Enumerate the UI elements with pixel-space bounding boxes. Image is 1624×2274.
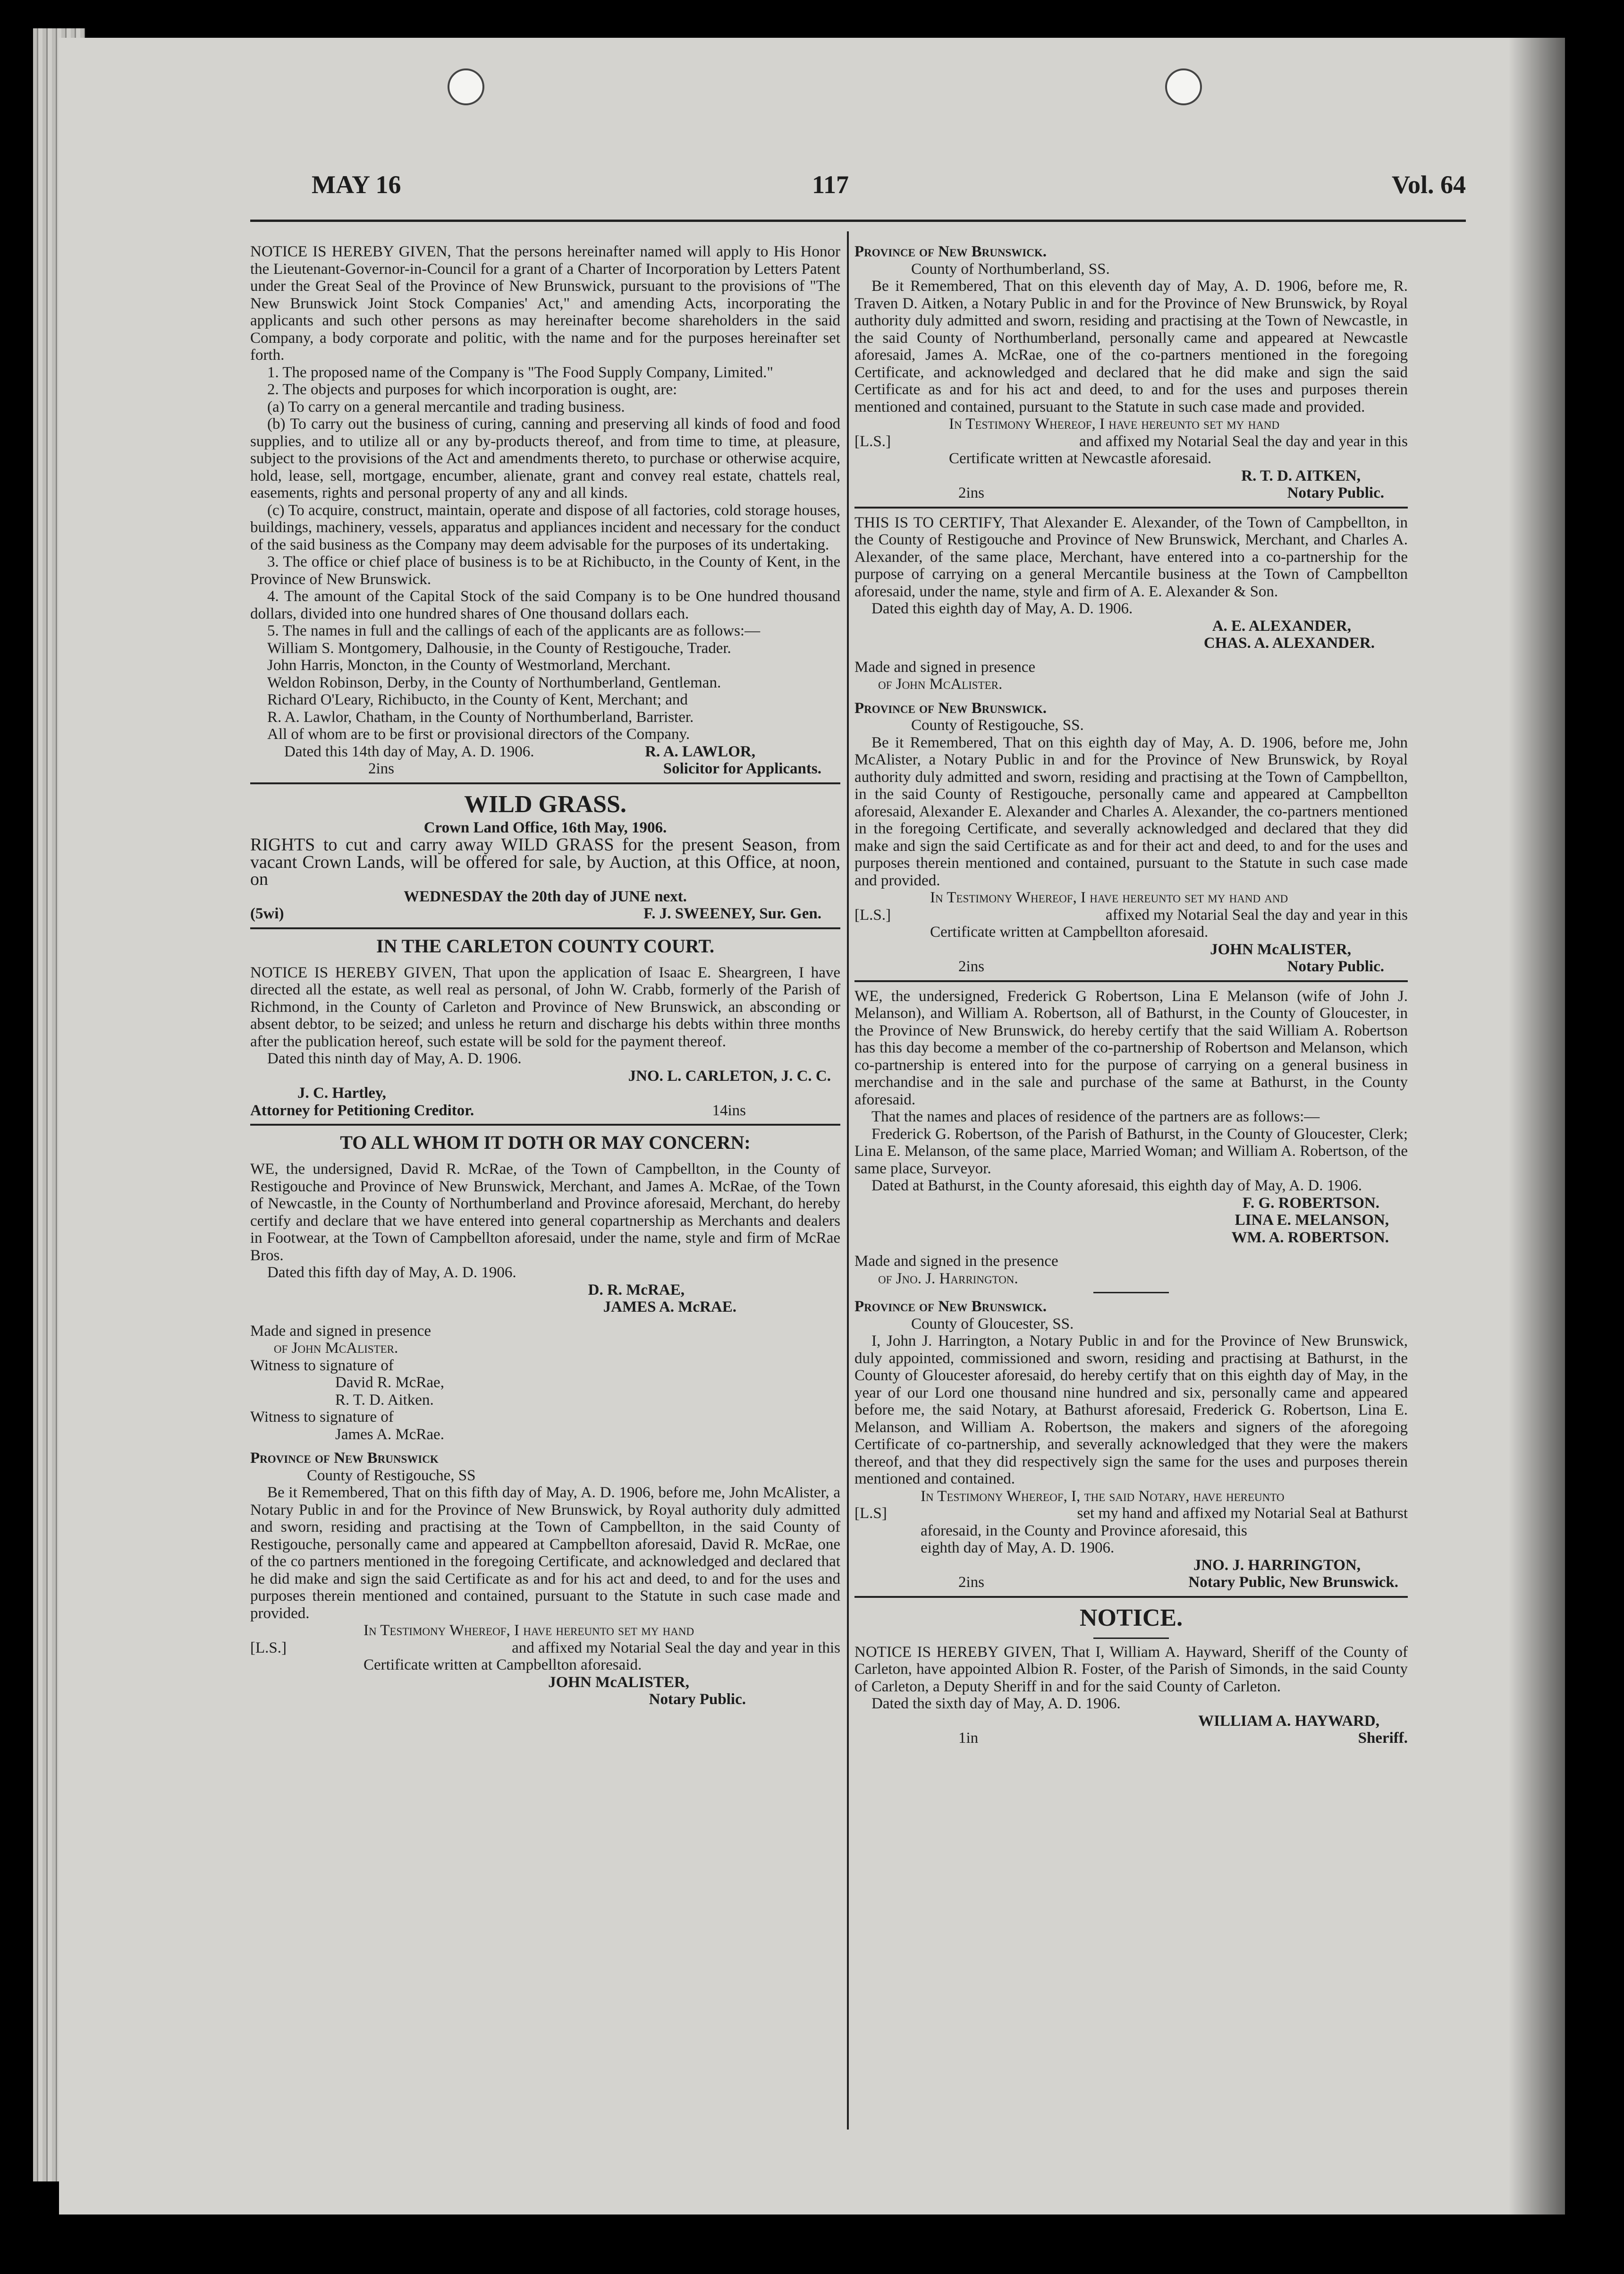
punch-hole [1165,68,1202,105]
notice-text: 1. The proposed name of the Company is "The Food Supply Company, Limited." [267,364,773,381]
signature: WM. A. ROBERTSON. [1231,1229,1389,1246]
witness-line: R. T. D. Aitken. [335,1391,434,1409]
dated-line: Dated this 14th day of May, A. D. 1906. [284,743,534,760]
signature: WILLIAM A. HAYWARD, [1198,1712,1379,1730]
notice-text: 4. The amount of the Capital Stock of the said Company is to be One hundred thousand dollars, divided into one hundred shares of One thousand dollars each. [250,588,840,622]
dated-line: Dated at Bathurst, in the County aforesaid, this eighth day of May, A. D. 1906. [871,1177,1362,1194]
seal-mark: [L.S] [854,1505,887,1522]
witness-line: of John McAlister. [878,676,1003,693]
wild-grass-notice [250,790,840,923]
applicant: Richard O'Leary, Richibucto, in the County of Kent, Merchant; and [267,691,688,708]
signer-role: Notary Public. [1287,958,1384,975]
notice-text: NOTICE IS HEREBY GIVEN, That I, William A. Hayward, Sheriff of the County of Carleton, have appointed Albion R. Foster, of the Parish of Simonds, in the said County of Carleton, a Deputy Sheriff in and for the said County of Carleton. [854,1643,1408,1695]
testimony-line: eighth day of May, A. D. 1906. [921,1539,1115,1556]
witness-line: Witness to signature of [250,1357,394,1374]
insertion-count: 2ins [958,484,985,501]
dated-line: Dated the sixth day of May, A. D. 1906. [871,1695,1121,1712]
issue-date: MAY 16 [312,170,401,199]
witness-line: Made and signed in presence [854,658,1036,676]
notice-title: NOTICE. [1079,1604,1183,1631]
notice-text: (a) To carry on a general mercantile and trading business. [267,398,625,416]
auction-date: WEDNESDAY the 20th day of JUNE next. [404,888,687,905]
applicant: John Harris, Moncton, in the County of Westmorland, Merchant. [267,657,671,674]
testimony-line: and affixed my Notarial Seal the day and year in this [1079,433,1408,450]
page-number: 117 [812,170,849,199]
column-divider [847,231,849,2130]
notice-text: 5. The names in full and the callings of each of the applicants are as follows:— [267,622,761,639]
notice-text: 2. The objects and purposes for which incorporation is ought, are: [267,381,677,398]
section-rule [250,1124,840,1126]
page-shadow [1508,38,1565,2215]
seal-mark: [L.S.] [250,1639,287,1656]
signer-role: Sheriff. [1358,1730,1408,1747]
notice-text: (c) To acquire, construct, maintain, operate and dispose of all factories, cold storage houses, buildings, machinery, vessels, apparatus and appliances incident and necessary for the conduct of the said business as the Company may deem advisable for the purposes of its undertaking. [250,501,840,553]
witness-line: of John McAlister. [274,1340,398,1357]
county-heading: County of Northumberland, SS. [911,260,1110,278]
witness-line: Witness to signature of [250,1409,394,1425]
section-rule [854,980,1408,982]
province-heading: Province of New Brunswick [250,1450,439,1467]
applicant: R. A. Lawlor, Chatham, in the County of Northumberland, Barrister. [267,708,694,726]
testimony-line: In Testimony Whereof, I have hereunto set my hand and [930,889,1288,906]
attorney-role: Attorney for Petitioning Creditor. [250,1102,474,1119]
volume-number: Vol. 64 [1391,170,1466,199]
mcrae-partnership-notice [250,1131,840,1708]
signature: JNO. L. CARLETON, J. C. C. [628,1067,831,1085]
notice-text: NOTICE IS HEREBY GIVEN, That upon the application of Isaac E. Sheargreen, I have directed all the estate, as well real as personal, of John W. Crabb, formerly of the Parish of Richmond, in the County of Carleton and Province of New Brunswick, an absconding or absent debtor, to be seized; and unless he return and discharge his debts within three months after the publication hereof, such estate will be sold for the payment thereof. [250,964,840,1050]
signature: LINA E. MELANSON, [1235,1212,1389,1229]
section-rule [250,782,840,784]
notice-text: (b) To carry out the business of curing, canning and preserving all kinds of food and food supplies, and to utilize all or any by-products thereof, and from time to time, at pleasure, subject to the provisions of the Act and amendments thereto, to purchase or otherwise acquire, hold, lease, sell, mortgage, encumber, alienate, grant and convey real estate, chattels real, easements, rights and personal property of any and all kinds. [250,416,840,501]
aitken-acknowledgement [854,243,1408,502]
testimony-line: In Testimony Whereof, I have hereunto set my hand [364,1622,694,1639]
county-heading: County of Gloucester, SS. [911,1315,1074,1332]
province-heading: Province of New Brunswick. [854,243,1047,260]
witness-line: Made and signed in the presence [854,1253,1058,1270]
testimony-line: In Testimony Whereof, I, the said Notary, have hereunto [921,1487,1285,1505]
seal-mark: [L.S.] [854,906,891,924]
section-rule [854,507,1408,509]
notice-text: That the names and places of residence of the partners are as follows:— [871,1108,1320,1125]
right-column [854,243,1408,1747]
signature: JAMES A. McRAE. [603,1298,736,1315]
notice-text: RIGHTS to cut and carry away WILD GRASS for the present Season, from vacant Crown Lands, will be offered for sale, by Auction, at this Office, at noon, on [250,835,840,889]
seal-mark: [L.S.] [854,433,891,450]
insertion-count: 14ins [712,1102,746,1119]
county-heading: County of Restigouche, SS [307,1467,476,1484]
insertion-count: (5wi) [250,905,284,922]
notice-text: NOTICE IS HEREBY GIVEN, That the persons hereinafter named will apply to His Honor the Lieutenant-Governor-in-Council for a grant of a Charter of Incorporation by Letters Patent under the Great Seal of the Province of New Brunswick, pursuant to the provisions of "The New Brunswick Joint Stock Companies' Act," and amending Acts, incorporating the applicants and such other persons as may hereinafter become shareholders in the said Company, a body corporate and politic, with the name and for the purposes hereinafter set forth. [250,243,840,364]
county-heading: County of Restigouche, SS. [911,717,1084,734]
notice-text: Be it Remembered, That on this eleventh day of May, A. D. 1906, before me, R. Traven D. Aitken, a Notary Public in and for the Province of New Brunswick, by Royal authority duly admitted and sworn, residing and practising at the Town of Newcastle, in the said County of Northumberland, personally came and appeared at Newcastle aforesaid, James A. McRae, one of the co-partners mentioned in the foregoing Certificate, and acknowledged and declared that he did make and sign the said Certificate as and for his act and deed, to and for the uses and purposes therein mentioned and contained, pursuant to the Statute in such case made and provided. [854,278,1408,416]
witness-line: Made and signed in presence [250,1322,431,1340]
dated-line: Dated this ninth day of May, A. D. 1906. [267,1050,522,1067]
insertion-count: 1in [958,1730,979,1747]
notice-text: WE, the undersigned, David R. McRae, of the Town of Campbellton, in the County of Restigouche and Province of New Brunswick, Merchant, and James A. McRae, of the Town of Newcastle, in the County of Northumberland and Province aforesaid, Merchant, do hereby certify and declare that we have entered into general copartnership as Merchants and dealers in Footwear, at the Town of Campbellton aforesaid, under the name, style and firm of McRae Bros. [250,1161,840,1264]
notice-title: WILD GRASS. [464,790,626,818]
signature: F. J. SWEENEY, Sur. Gen. [643,905,821,922]
short-rule [1093,1292,1169,1293]
dated-line: Dated this eighth day of May, A. D. 1906. [871,600,1133,617]
notice-text: Frederick G. Robertson, of the Parish of Bathurst, in the County of Gloucester, Clerk; Lina E. Melanson, of the same place, Married Woman; and William A. Robertson, of the same place, Surveyor. [854,1125,1408,1177]
notice-title: IN THE CARLETON COUNTY COURT. [376,935,715,957]
signature: JOHN McALISTER, [1210,941,1351,958]
left-column [250,243,840,1708]
signature: JNO. J. HARRINGTON, [1193,1556,1361,1574]
county-court-notice [250,935,840,1120]
notice-text: THIS IS TO CERTIFY, That Alexander E. Alexander, of the Town of Campbellton, in the County of Restigouche and Province of New Brunswick, Merchant, and Charles A. Alexander, of the same place, Merchant, have entered into a co-partnership for the purpose of carrying on a general Mercantile business at the Town of Campbellton aforesaid, under the name, style and firm of A. E. Alexander & Son. [854,514,1408,600]
punch-hole [448,68,484,105]
notice-text: I, John J. Harrington, a Notary Public in and for the Province of New Brunswick, duly appointed, commissioned and sworn, residing and practising at Bathurst, in the County of Gloucester aforesaid, do hereby certify that on this eighth day of May, in the year of our Lord one thousand nine hundred and six, personally came and appeared before me, the said Notary, at Bathurst aforesaid, Frederick G. Robertson, Lina E. Melanson, and William A. Robertson, the makers and signers of the aforegoing Certificate of co-partnership, and severally acknowledged that they were the makers thereof, and that they did respectively sign the same for the uses and purposes therein mentioned and contained. [854,1332,1408,1487]
testimony-line: affixed my Notarial Seal the day and year in this [1106,906,1408,924]
signature: R. A. LAWLOR, [645,743,755,760]
witness-line: James A. McRae. [335,1425,444,1443]
food-supply-notice [250,243,840,778]
notice-text: WE, the undersigned, Frederick G Robertson, Lina E Melanson (wife of John J. Melanson), and William A. Robertson, all of Bathurst, in the County of Gloucester, in the Province of New Brunswick, do hereby certify that the said William A. Robertson has this day become a member of the co-partnership of Robertson and Melanson, which co-partnership is entered into for the purpose of carrying on a general business in merchandise and in the sale and purchase of the same at Bathurst, in the County aforesaid. [854,987,1408,1108]
testimony-line: and affixed my Notarial Seal the day and year in this [512,1639,840,1656]
attorney-name: J. C. Hartley, [297,1085,386,1102]
signature: F. G. ROBERTSON. [1242,1194,1379,1212]
notice-text: All of whom are to be first or provisional directors of the Company. [267,726,690,743]
short-rule [1093,1638,1169,1639]
robertson-partnership-notice [854,988,1408,1591]
notice-title: TO ALL WHOM IT DOTH OR MAY CONCERN: [340,1132,751,1153]
province-heading: Province of New Brunswick. [854,699,1047,717]
signature: JOHN McALISTER, [548,1673,689,1691]
signer-role: Notary Public, New Brunswick. [1188,1574,1398,1591]
testimony-line: Certificate written at Campbellton aforesaid. [364,1656,642,1673]
province-heading: Province of New Brunswick. [854,1298,1047,1315]
insertion-count: 2ins [368,760,395,777]
office-line: Crown Land Office, 16th May, 1906. [423,819,667,836]
hayward-notice [854,1604,1408,1747]
signature: CHAS. A. ALEXANDER. [1203,635,1375,652]
section-rule [250,927,840,929]
alexander-partnership-notice [854,514,1408,976]
testimony-line: set my hand and affixed my Notarial Seal at Bathurst [1077,1505,1408,1522]
signer-role: Solicitor for Applicants. [663,760,821,777]
testimony-line: Certificate written at Newcastle aforesaid. [949,450,1212,467]
witness-line: David R. McRae, [335,1374,444,1391]
signature: R. T. D. AITKEN, [1241,467,1361,484]
applicant: William S. Montgomery, Dalhousie, in the County of Restigouche, Trader. [267,639,731,657]
signer-role: Notary Public. [649,1691,746,1708]
page-header [250,142,1466,222]
notice-text: 3. The office or chief place of business is to be at Richibucto, in the County of Kent, in the Province of New Brunswick. [250,553,840,588]
notice-text: Be it Remembered, That on this eighth day of May, A. D. 1906, before me, John McAlister, a Notary Public in and for the Province of New Brunswick, by Royal authority duly admitted and sworn, residing and practising at the Town of Campbellton, in the said County of Restigouche, personally came and appeared at Campbellton aforesaid, Alexander E. Alexander and Charles A. Alexander, the co-partners mentioned in the foregoing Certificate, and severally acknowledged and declared that they did make and sign the said Certificate as and for their act and deed, to and for the uses and purposes therein mentioned and contained, pursuant to the Statute in such case made and provided. [854,734,1408,889]
dated-line: Dated this fifth day of May, A. D. 1906. [267,1264,516,1281]
section-rule [854,1596,1408,1598]
signature: A. E. ALEXANDER, [1212,617,1351,635]
signer-role: Notary Public. [1287,484,1384,501]
testimony-line: Certificate written at Campbellton aforesaid. [930,924,1209,941]
witness-line: of Jno. J. Harrington. [878,1270,1018,1287]
insertion-count: 2ins [958,1574,985,1591]
insertion-count: 2ins [958,958,985,975]
notice-text: Be it Remembered, That on this fifth day of May, A. D. 1906, before me, John McAlister, a Notary Public in and for the Province of New Brunswick, by Royal authority duly admitted and sworn, residing and practising at the Town of Campbellton, in the said County of Restigouche, personally came and appeared at Campbellton aforesaid, David R. McRae, one of the co partners mentioned in the foregoing Certificate, and acknowledged and declared that he did make and sign the said Certificate as and for his act and deed, to and for the uses and purposes therein mentioned and contained, pursuant to the Statute in such case made and provided. [250,1484,840,1622]
testimony-line: aforesaid, in the County and Province aforesaid, this [921,1522,1247,1539]
signature: D. R. McRAE, [588,1281,685,1298]
applicant: Weldon Robinson, Derby, in the County of Northumberland, Gentleman. [267,674,721,691]
testimony-line: In Testimony Whereof, I have hereunto set my hand [949,416,1280,433]
